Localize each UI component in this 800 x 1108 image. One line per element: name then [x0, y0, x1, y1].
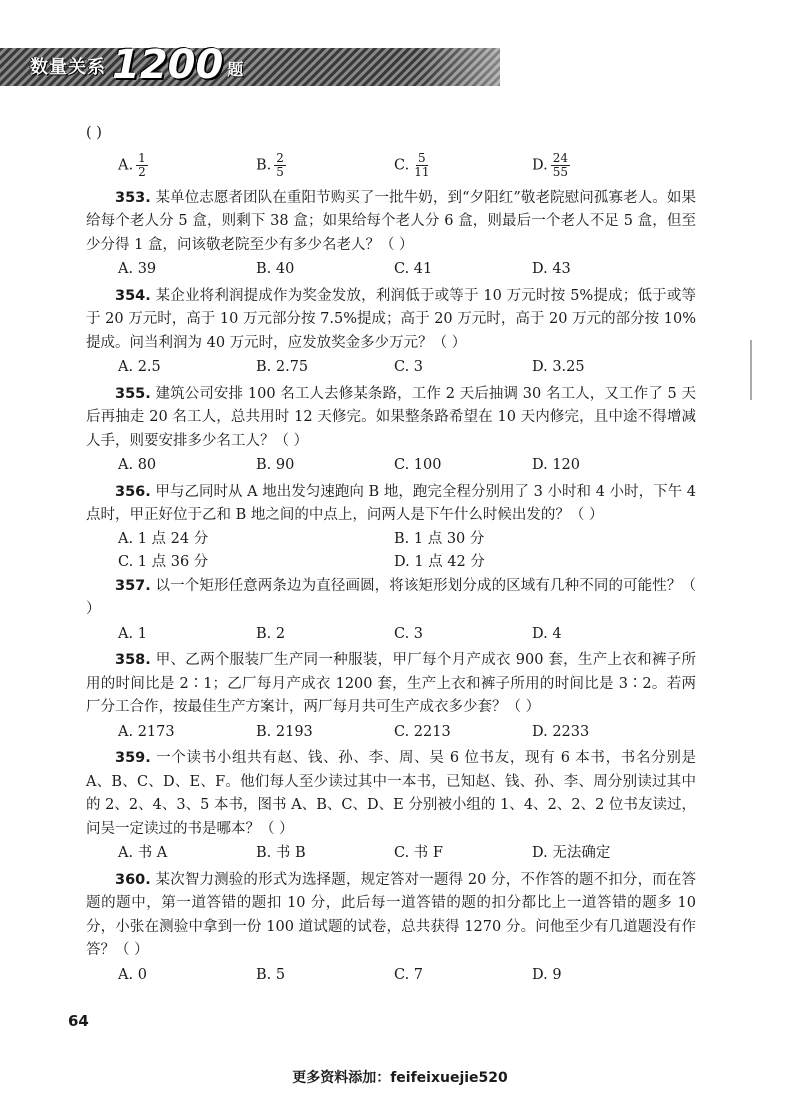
option-a: A. 2.5 [118, 359, 161, 375]
question-list [86, 122, 696, 990]
option-d: D. 3.25 [532, 359, 585, 375]
header-label: 数量关系 [30, 57, 106, 78]
question-359-options [86, 842, 696, 866]
question-text: 某次智力测验的形式为选择题，规定答对一题得 20 分，不作答的题不扣分，而在答题的题中，第一道答错的题扣 10 分，此后每一道答错的题的扣分都比上一道答错的题多 10 分，小张在测验中拿到一份 100 道试题的试卷，总共获得 1270 分。问他至少有几道题没有作答？（ ） [86, 871, 697, 958]
option-b: B. 2.75 [256, 359, 309, 375]
question-number: 357. [115, 577, 151, 594]
option-b: B. 2 [256, 625, 286, 642]
option-c: C. 3 [394, 625, 424, 642]
option-d: D. 43 [532, 261, 571, 277]
header-suffix: 题 [227, 60, 244, 79]
option-c: C. 7 [394, 966, 424, 983]
question-357 [86, 575, 696, 622]
previous-question-tail: ( ) [86, 125, 102, 141]
question-number: 359. [115, 750, 151, 766]
option-d: D. 无法确定 [532, 845, 611, 861]
question-355-options [86, 454, 696, 478]
option-d: D. $\frac{24}{55}$ [532, 150, 568, 179]
option-b: B. 1 点 30 分 [394, 530, 485, 547]
previous-question-options [86, 152, 696, 179]
option-c: C. 书 F [394, 845, 443, 861]
option-a: A. 0 [118, 966, 147, 983]
option-b: B. $\frac{2}{5}$ [256, 150, 284, 179]
question-353 [86, 187, 696, 258]
question-text: 建筑公司安排 100 名工人去修某条路，工作 2 天后抽调 30 名工人，又工作了 5 天后再抽走 20 名工人，总共用时 12 天修完。如果整条路希望在 10 天内修完，且中途不得增减人手，则要安排多少名工人？（ ） [86, 385, 696, 449]
question-353-options [86, 258, 696, 282]
question-number: 355. [115, 385, 151, 402]
header-number: 1200 [112, 42, 224, 88]
question-358 [86, 649, 696, 720]
question-text: 一个读书小组共有赵、钱、孙、李、周、吴 6 位书友，现有 6 本书，书名分别是 A、B、C、D、E、F。他们每人至少读过其中一本书，已知赵、钱、孙、李、周分别读过其中的 2、2、4、3、5 本书，图书 A、B、C、D、E 分别被小组的 1、4、2、2、2 位书友读过，问吴一定读过的书是哪本？（ ） [86, 750, 696, 837]
option-c: C. 41 [394, 261, 433, 277]
question-354-options [86, 356, 696, 380]
question-356 [86, 481, 696, 528]
option-a: A. 80 [118, 457, 157, 473]
question-354 [86, 285, 696, 356]
question-360 [86, 869, 696, 963]
option-b: B. 书 B [256, 845, 306, 861]
page-number: 64 [68, 1012, 89, 1030]
option-c: C. 3 [394, 359, 424, 375]
question-text: 某单位志愿者团队在重阳节购买了一批牛奶，到“夕阳红”敬老院慰问孤寡老人。如果给每个老人分 5 盒，则剩下 38 盒；如果给每个老人分 6 盒，则最后一个老人不足 5 盒，但至少分得 1 盒，问该敬老院至少有多少名老人？（ ） [86, 189, 697, 253]
option-c: C. 1 点 36 分 [118, 554, 209, 570]
question-359 [86, 747, 696, 841]
option-d: D. 9 [532, 966, 562, 983]
option-a: A. 1 点 24 分 [118, 530, 209, 547]
option-d: D. 4 [532, 625, 562, 642]
question-number: 358. [115, 652, 151, 668]
option-a: A. 书 A [118, 845, 168, 861]
option-a: A. $\frac{1}{2}$ [118, 150, 146, 179]
option-b: B. 90 [256, 457, 295, 473]
footer-note: 更多资料添加：feifeixuejie520 [292, 1070, 508, 1086]
question-355 [86, 383, 696, 454]
book-header [30, 42, 243, 88]
option-d: D. 1 点 42 分 [394, 554, 485, 570]
option-b: B. 5 [256, 966, 286, 983]
option-a: A. 2173 [118, 723, 175, 740]
option-d: D. 120 [532, 457, 581, 473]
question-text: 某企业将利润提成作为奖金发放，利润低于或等于 10 万元时按 5%提成；低于或等于 20 万元时，高于 10 万元部分按 7.5%提成；高于 20 万元时，高于 20 万元的部分按 10%提成。问当利润为 40 万元时，应发放奖金多少万元？（ ） [86, 287, 696, 351]
question-360-options [86, 964, 696, 988]
option-b: B. 2193 [256, 723, 313, 740]
question-number: 356. [115, 483, 151, 500]
option-d: D. 2233 [532, 723, 590, 740]
question-text: 甲、乙两个服装厂生产同一种服装，甲厂每个月产成衣 900 套，生产上衣和裤子所用的时间比是 2∶1；乙厂每月产成衣 1200 套，生产上衣和裤子所用的时间比是 3∶2。若两厂分工合作，按最佳生产方案计，两厂每月共可生产成衣多少套？（ ） [86, 652, 697, 715]
question-number: 354. [115, 287, 151, 304]
question-358-options [86, 721, 696, 745]
option-c: C. $\frac{5}{11}$ [394, 150, 430, 179]
question-text: 以一个矩形任意两条边为直径画圆，将该矩形划分成的区域有几种不同的可能性？（ ） [86, 577, 697, 617]
question-text: 甲与乙同时从 A 地出发匀速跑向 B 地，跑完全程分别用了 3 小时和 4 小时，下午 4 点时，甲正好位于乙和 B 地之间的中点上，问两人是下午什么时候出发的？（ ） [86, 483, 696, 523]
margin-mark [750, 340, 752, 400]
option-a: A. 39 [118, 261, 157, 277]
question-number: 353. [115, 189, 151, 206]
option-c: C. 2213 [394, 723, 451, 740]
question-356-options [86, 528, 696, 575]
option-c: C. 100 [394, 457, 442, 473]
question-number: 360. [115, 871, 151, 888]
option-b: B. 40 [256, 261, 295, 277]
question-357-options [86, 623, 696, 647]
option-a: A. 1 [118, 625, 147, 642]
header-fade [420, 48, 630, 86]
